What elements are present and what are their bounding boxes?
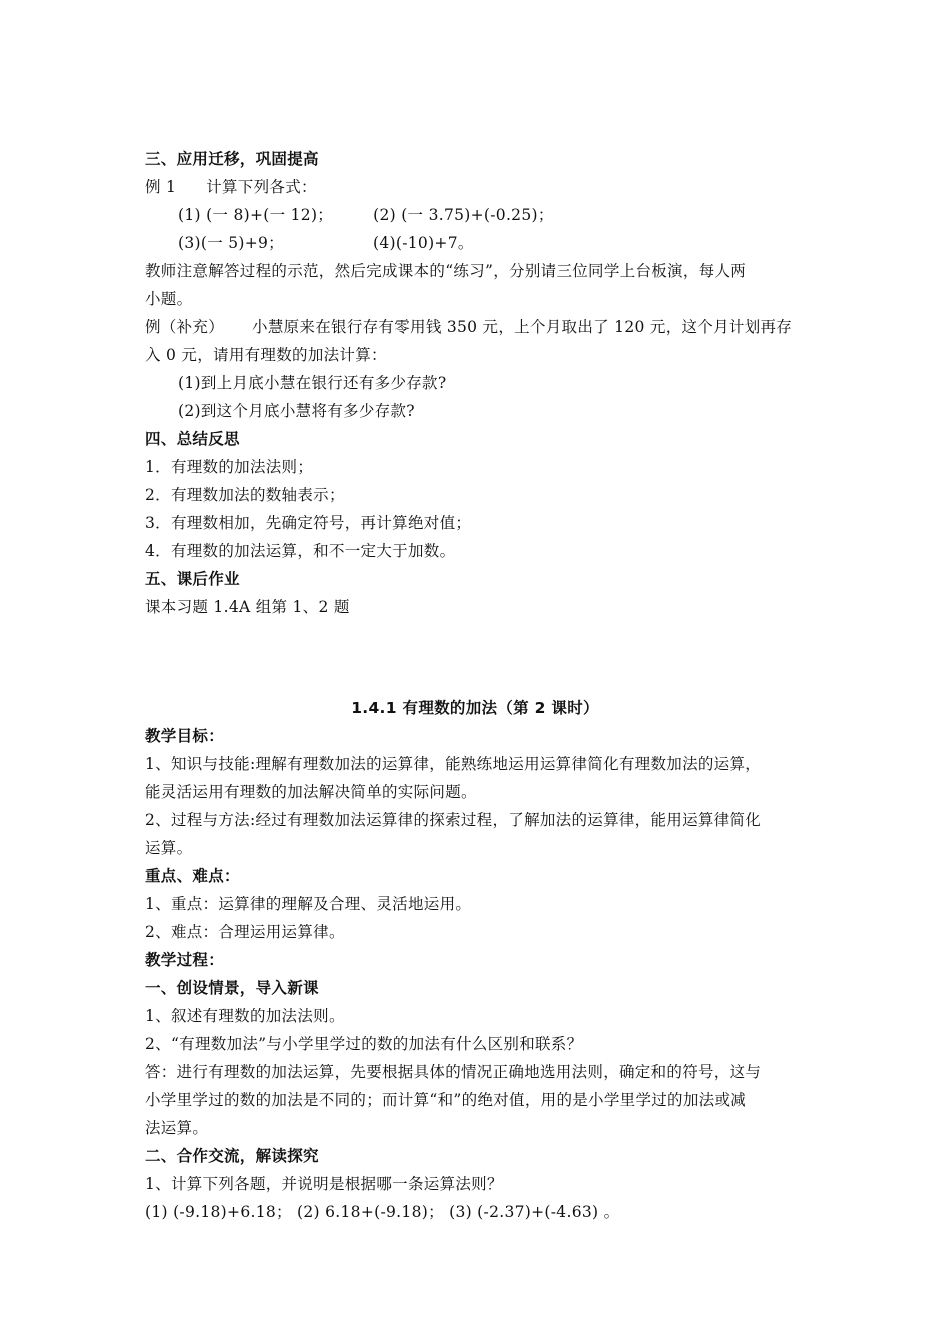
summary-item-2: 2．有理数加法的数轴表示； — [145, 486, 345, 504]
goal2-line-1: 2、过程与方法:经过有理数加法运算律的探索过程，了解加法的运算律，能用运算律简化 — [145, 811, 762, 829]
example1-line — [145, 173, 815, 201]
goal2-line-2: 运算。 — [145, 839, 193, 857]
key-point-2: 2、难点：合理运用运算律。 — [145, 923, 345, 941]
example1-item-4: (4)(-10)+7。 — [373, 234, 474, 252]
supp-question-2: (2)到这个月底小慧将有多少存款? — [178, 402, 415, 420]
part2-heading: 二、合作交流，解读探究 — [145, 1147, 319, 1165]
lesson2-title: 1.4.1 有理数的加法（第 2 课时） — [351, 699, 599, 717]
part1-item-1: 1、叙述有理数的加法法则。 — [145, 1007, 345, 1025]
key-points-heading: 重点、难点： — [145, 867, 240, 885]
supp-example-line-1 — [145, 313, 815, 341]
answer-line-1: 答：进行有理数的加法运算，先要根据具体的情况正确地选用法则，确定和的符号，这与 — [145, 1063, 762, 1081]
example1-label: 例 1 — [145, 178, 177, 196]
teacher-note-line-1: 教师注意解答过程的示范，然后完成课本的“练习”，分别请三位同学上台板演，每人两 — [145, 262, 747, 280]
goal1-line-2: 能灵活运用有理数的加法解决简单的实际问题。 — [145, 783, 477, 801]
key-point-1: 1、重点：运算律的理解及合理、灵活地运用。 — [145, 895, 472, 913]
summary-item-3: 3．有理数相加，先确定符号，再计算绝对值； — [145, 514, 472, 532]
answer-line-3: 法运算。 — [145, 1119, 209, 1137]
example1-text: 计算下列各式： — [206, 178, 317, 196]
supp-example-line-2: 入 0 元，请用有理数的加法计算： — [145, 346, 387, 364]
supp-question-1: (1)到上月底小慧在银行还有多少存款? — [178, 374, 447, 392]
homework-text: 课本习题 1.4A 组第 1、2 题 — [145, 598, 350, 616]
section5-heading: 五、课后作业 — [145, 570, 240, 588]
part1-heading: 一、创设情景，导入新课 — [145, 979, 319, 997]
summary-item-1: 1．有理数的加法法则； — [145, 458, 314, 476]
process-heading: 教学过程： — [145, 951, 225, 969]
part1-item-2: 2、“有理数加法”与小学里学过的数的加法有什么区别和联系？ — [145, 1035, 583, 1053]
part2-expressions: (1) (-9.18)+6.18； (2) 6.18+(-9.18)； (3) (-2.37)+(-4.63) 。 — [145, 1203, 620, 1221]
example1-item-3: (3)(一 5)+9； — [178, 234, 284, 252]
summary-item-4: 4．有理数的加法运算，和不一定大于加数。 — [145, 542, 456, 560]
example1-items-row2 — [178, 229, 848, 257]
teacher-note-line-2: 小题。 — [145, 290, 193, 308]
goals-heading: 教学目标： — [145, 727, 225, 745]
answer-line-2: 小学里学过的数的加法是不同的；而计算“和”的绝对值，用的是小学里学过的加法或减 — [145, 1091, 747, 1109]
example1-item-2: (2) (一 3.75)+(-0.25)； — [373, 206, 554, 224]
supp-example-label: 例（补充） — [145, 318, 225, 336]
part2-item-1: 1、计算下列各题，并说明是根据哪一条运算法则？ — [145, 1175, 503, 1193]
section4-heading: 四、总结反思 — [145, 430, 240, 448]
section3-heading: 三、应用迁移，巩固提高 — [145, 150, 319, 168]
goal1-line-1: 1、知识与技能:理解有理数加法的运算律，能熟练地运用运算律简化有理数加法的运算， — [145, 755, 762, 773]
example1-item-1: (1) (一 8)+(一 12)； — [178, 206, 334, 224]
example1-items-row1 — [178, 201, 848, 229]
supp-example-text: 小慧原来在银行存有零用钱 350 元，上个月取出了 120 元，这个月计划再存 — [252, 318, 793, 336]
